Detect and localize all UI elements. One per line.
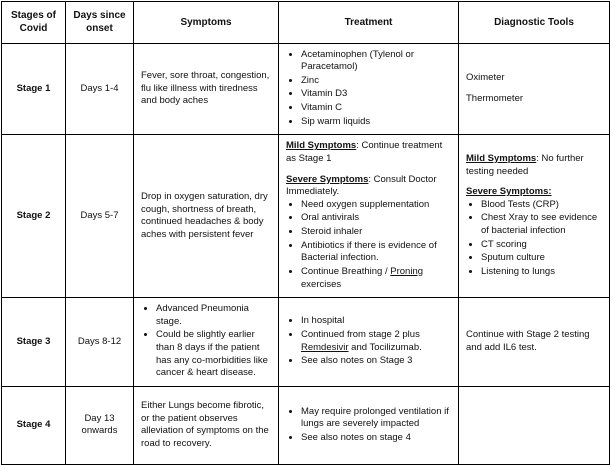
diagnostic-cell-4 (459, 386, 610, 464)
symptoms-bullet-list-3 (141, 303, 271, 380)
header-diagnostic-tools: Diagnostic Tools (459, 2, 610, 44)
list-item: • Zinc (301, 75, 451, 88)
symptoms-cell-4 (134, 386, 279, 464)
list-item: • Steroid inhaler (301, 226, 451, 239)
treatment-bullet-list-4 (286, 406, 451, 445)
header-treatment: Treatment (279, 2, 459, 44)
diag-severe-line-2 (466, 186, 602, 199)
stage-label-4: Stage 4 (2, 386, 66, 464)
mild-symptoms-text: : Continue treatment as Stage 1 (286, 140, 443, 164)
header-stages: Stages of Covid (2, 2, 66, 44)
treatment-cell-2 (279, 135, 459, 298)
symptoms-text-4: Either Lungs become fibrotic, or the patient observes alleviation of symptoms on the road to recovery. (141, 400, 269, 450)
list-item: • See also notes on stage 4 (301, 432, 451, 445)
diagnostic-line-1b: Thermometer (466, 92, 524, 104)
treatment-bullet-list-3 (286, 315, 451, 368)
days-label-3: Days 8-12 (66, 298, 134, 387)
list-item: • Chest Xray to see evidence of bacterial infection (481, 212, 602, 237)
diagnostic-bullet-list-2 (466, 199, 602, 279)
table-header-row (2, 2, 610, 44)
treatment-severe-line-2 (286, 174, 451, 199)
table-row (2, 43, 610, 135)
treatment-cell-4 (279, 386, 459, 464)
diag-mild-line-2 (466, 153, 602, 178)
list-item: • Could be slightly earlier than 8 days if the patient has any co-morbidities like cancer & heart disease. (156, 329, 271, 380)
days-label-1: Days 1-4 (66, 43, 134, 135)
diagnostic-line-1a: Oximeter (466, 72, 505, 84)
diagnostic-cell-2 (459, 135, 610, 298)
list-item: • Vitamin C (301, 102, 451, 115)
treatment-cell-1 (279, 43, 459, 135)
list-item: • Blood Tests (CRP) (481, 199, 602, 212)
list-item: • Sputum culture (481, 252, 602, 265)
diag-mild-text: : No further testing needed (466, 152, 584, 177)
header-symptoms: Symptoms (134, 2, 279, 44)
stage-label-3: Stage 3 (2, 298, 66, 387)
list-item: • Vitamin D3 (301, 88, 451, 101)
covid-stages-table (1, 1, 610, 465)
days-label-4: Day 13 onwards (66, 386, 134, 464)
header-days: Days since onset (66, 2, 134, 44)
table-row (2, 386, 610, 464)
list-item: • May require prolonged ventilation if lungs are severely impacted (301, 406, 451, 431)
treatment-mild-line-2 (286, 140, 451, 165)
list-item: • Need oxygen supplementation (301, 199, 451, 212)
severe-symptoms-text: : Consult Doctor Immediately. (286, 173, 437, 198)
diag-severe-label: Severe Symptoms: (466, 186, 552, 198)
symptoms-cell-2 (134, 135, 279, 298)
mild-symptoms-label: Mild Symptoms (286, 140, 357, 152)
diagnostic-cell-3 (459, 298, 610, 387)
proning-term: Proning (390, 265, 424, 277)
diagnostic-text-3: Continue with Stage 2 testing and add IL6 test. (466, 329, 590, 354)
severe-symptoms-label: Severe Symptoms (286, 173, 369, 185)
symptoms-cell-3 (134, 298, 279, 387)
treatment-cell-3 (279, 298, 459, 387)
list-item: • Listening to lungs (481, 266, 602, 279)
symptoms-cell-1 (134, 43, 279, 135)
list-item: • Sip warm liquids (301, 116, 451, 129)
treatment-bullet-list-1 (286, 49, 451, 129)
diagnostic-cell-1 (459, 43, 610, 135)
list-item: • Oral antivirals (301, 212, 451, 225)
list-item: • Antibiotics if there is evidence of Bacterial infection. (301, 240, 451, 265)
diag-mild-label: Mild Symptoms (466, 152, 537, 164)
list-item: • Acetaminophen (Tylenol or Paracetamol) (301, 49, 451, 74)
stage-label-1: Stage 1 (2, 43, 66, 135)
list-item: • In hospital (301, 315, 451, 328)
list-item-remdesivir: • Continued from stage 2 plus Remdesivir and Tocilizumab. (301, 329, 451, 354)
list-item: • See also notes on Stage 3 (301, 355, 451, 368)
list-item: • CT scoring (481, 239, 602, 252)
treatment-bullet-list-2 (286, 199, 451, 291)
days-label-2: Days 5-7 (66, 135, 134, 298)
table-row (2, 135, 610, 298)
list-item: • Advanced Pneumonia stage. (156, 303, 271, 328)
table-row (2, 298, 610, 387)
stage-label-2: Stage 2 (2, 135, 66, 298)
symptoms-text-1: Fever, sore throat, congestion, flu like illness with tiredness and body aches (141, 70, 270, 107)
symptoms-text-2: Drop in oxygen saturation, dry cough, shortness of breath, continued headaches & body aches with persistent fever (141, 191, 268, 240)
remdesivir-term: Remdesivir (301, 341, 349, 353)
list-item: • Continue Breathing / Proning exercises (301, 266, 451, 291)
